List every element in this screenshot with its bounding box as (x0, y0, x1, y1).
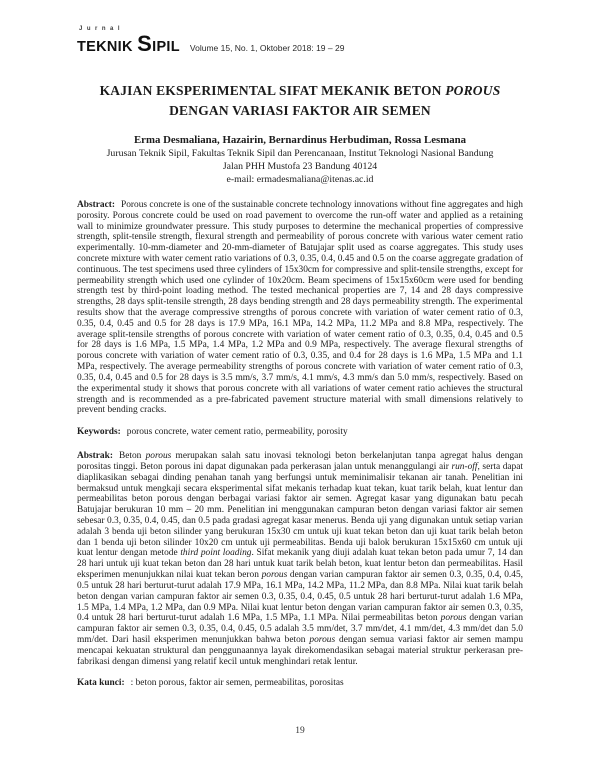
volume-info: Volume 15, No. 1, Oktober 2018: 19 – 29 (189, 43, 345, 53)
journal-logo-big-s: S (137, 31, 153, 56)
abstrak-label: Abstrak: (77, 451, 113, 462)
title-line2: DENGAN VARIASI FAKTOR AIR SEMEN (169, 103, 431, 119)
page-number: 19 (295, 726, 305, 736)
title-italic-porous: POROUS (445, 83, 501, 98)
abstract-label: Abstract: (77, 199, 116, 210)
abstract-section (77, 200, 523, 416)
page-content (77, 0, 523, 688)
keywords-line (77, 427, 523, 437)
email-line: e-mail: ermadesmaliana@itenas.ac.id (226, 173, 374, 185)
journal-header (77, 26, 523, 55)
journal-logo-rest: IPIL (152, 39, 180, 55)
kata-kunci-text: : beton porous, faktor air semen, permeabilitas, porositas (130, 678, 344, 689)
abstrak-section (77, 451, 523, 667)
abstract-text: Porous concrete is one of the sustainable concrete technology innovations without fine aggregates and high porosity. Porous concrete could be used on road pavement to overcome the run-off water and applied as a retaining wall to minimize groundwater pressure. This study purposes to determine the mechanical properties of compressive strength, split-tensile strength, flexural strength and permeability of porous concrete with various water cement ratio experimentally. 10-mm-diameter and 20-mm-diameter of Batujajar split used as coarse aggregates. This study uses concrete mixture with water cement ratio variations of 0.3, 0.35, 0.4, 0.45 and 0.5 on the coarse aggregate gradation of continuous. The test specimens used three cylinders of 15x30cm for compressive and split-tensile strengths, except for permeability strength which used one cylinder of 10x20cm. Beam specimens of 15x15x60cm were used for bending strength test by third-point loading method. The tested mechanical properties are 7, 14 and 28 days compressive strengths, 28 days split-tensile strength, 28 days bending strength and 28 days permeability strength. The experimental results show that the average compressive strengths of porous concrete with variation of water cement ratio of 0.3, 0.35, 0.4, 0.45 and 0.5 for 28 days is 17.9 MPa, 16.1 MPa, 14.2 MPa, 11.2 MPa and 8.8 MPa, respectively. The average split-tensile strengths of porous concrete with variation of water cement ratio of 0.3, 0.35, 0.4, 0.45 and 0.5 for 28 days is 1.6 MPa, 1.5 MPa, 1.4 MPa, 1.2 MPa and 0.9 MPa, respectively. The average flexural strengths of porous concrete with variation of water cement ratio of 0.3, 0.35, and 0.4 for 28 days is 1.6 MPa, 1.5 MPa and 1.1 MPa, respectively. The average permeability strengths of porous concrete with variation of water cement ratio of 0.3, 0.35, 0.4, 0.45 and 0.5 for 28 days is 3.5 mm/s, 3.7 mm/s, 4.1 mm/s, 4.3 mm/s dan 5.0 mm/s, respectively. Based on the experimental study it shows that porous concrete with all variations of water cement ratio achieves the structural strength and is recommended as a pre-fabricated pavement structure material with small dimensions relatively to prevent bending cracks. (77, 199, 523, 416)
keywords-label: Keywords: (77, 427, 121, 438)
abstrak-text: Beton porous merupakan salah satu inovasi teknologi beton berkelanjutan tanpa agregat halus dengan porositas tinggi. Beton porous ini dapat digunakan pada perkerasan jalan untuk menanggulangi air run-off, serta dapat diaplikasikan sebagai dinding penahan tanah yang berfungsi untuk meminimalisir tekanan air tanah. Penelitian ini bermaksud untuk mengkaji secara eksperimental sifat mekanis terhadap kuat tekan, kuat tarik belah, kuat lentur dan permeabilitas beton porous dengan berbagai variasi faktor air semen. Agregat kasar yang digunakan batu pecah Batujajar berukuran 10 mm – 20 mm. Penelitian ini menggunakan campuran beton dengan variasi faktor air semen sebesar 0.3, 0.35, 0.4, 0.45, dan 0.5 pada gradasi agregat kasar menerus. Benda uji yang digunakan untuk setiap varian adalah 3 benda uji beton silinder yang berukuran 15x30 cm untuk uji kuat tekan beton dan uji kuat tarik belah beton dan 1 benda uji beton silinder 10x20 cm untuk uji permeabilitas. Benda uji balok berukuran 15x15x60 cm untuk uji kuat lentur dengan metode third point loading. Sifat mekanik yang diuji adalah kuat tekan beton pada umur 7, 14 dan 28 hari untuk uji kuat tekan beton dan 28 hari untuk kuat tarik belah beton, kuat lentur beton dan permeabilitas. Hasil eksperimen menunjukkan nilai kuat tekan beron porous dengan varian campuran faktor air semen 0.3, 0.35, 0.4, 0.45, 0.5 untuk 28 hari berturut-turut adalah 17.9 MPa, 16.1 MPa, 14.2 MPa, 11.2 MPa, dan 8.8 MPa. Nilai kuat tarik belah beton dengan varian campuran faktor air semen 0.3, 0.35, 0.4, 0.45, 0.5 untuk 28 hari berturut-turut adalah 1.6 MPa, 1.5 MPa, 1.4 MPa, 1.2 MPa, dan 0.9 MPa. Nilai kuat lentur beton dengan varian campuran faktor air semen 0.3, 0.35, 0.4 untuk 28 hari berturut-turut adalah 1.6 MPa, 1.5 MPa, 1.1 MPa. Nilai permeabilitas beton porous dengan varian campuran faktor air semen 0.3, 0.35, 0.4, 0.45, 0.5 adalah 3.5 mm/det, 3.7 mm/det, 4.1 mm/det, 4.3 mm/det dan 5.0 mm/det. Dari hasil eksperimen menunjukkan bahwa beton porous dengan semua variasi faktor air semen mampu mencapai kekuatan struktural dan penggunaannya layak direkomendasikan sebagai material struktur perkerasan pre-fabrikasi dengan dimensi yang relatif kecil untuk menghindari retak lentur. (77, 451, 524, 667)
journal-logo (77, 26, 180, 55)
affiliation-line1: Jurusan Teknik Sipil, Fakultas Teknik Sipil dan Perencanaan, Institut Teknologi Nasional Bandung (106, 147, 494, 159)
title-line1: KAJIAN EKSPERIMENTAL SIFAT MEKANIK BETON POROUS (99, 83, 501, 98)
affiliation-block (77, 147, 523, 186)
paper-title (77, 81, 523, 122)
affiliation-line2: Jalan PHH Mustofa 23 Bandung 40124 (222, 160, 378, 172)
kata-kunci-line (77, 678, 523, 688)
journal-logo-main (77, 33, 180, 55)
authors-line: Erma Desmaliana, Hazairin, Bernardinus Herbudiman, Rossa Lesmana (133, 133, 467, 146)
kata-kunci-label: Kata kunci: (77, 678, 125, 689)
journal-logo-word: TEKNIK (77, 39, 133, 55)
journal-logo-top: Jurnal (79, 26, 125, 32)
keywords-text: porous concrete, water cement ratio, permeability, porosity (126, 427, 348, 438)
